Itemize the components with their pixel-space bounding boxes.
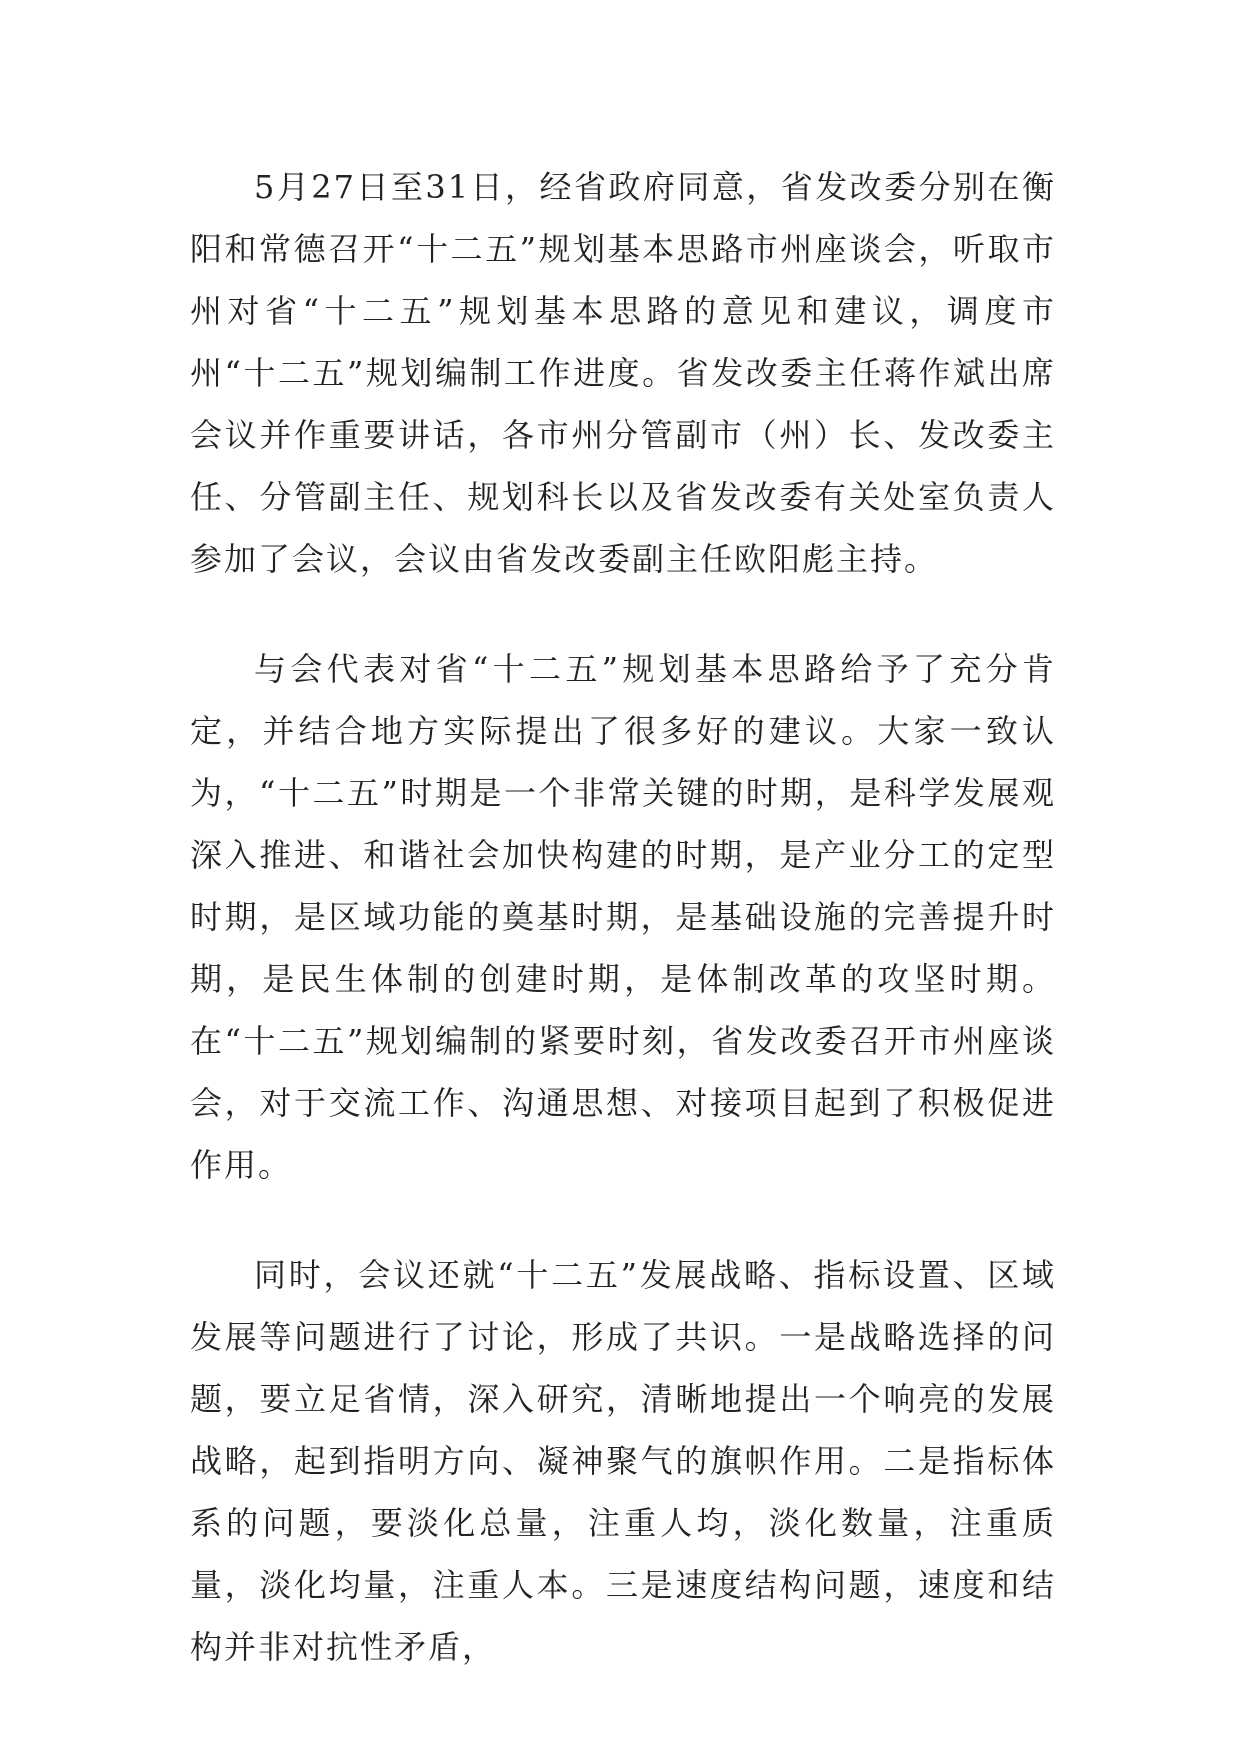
paragraph-3: 同时，会议还就“十二五”发展战略、指标设置、区域发展等问题进行了讨论，形成了共识。一是战略选择的问题，要立足省情，深入研究，清晰地提出一个响亮的发展战略，起到指明方向、凝神聚气的旗帜作用。二是指标体系的问题，要淡化总量，注重人均，淡化数量，注重质量，淡化均量，注重人本。三是速度结构问题，速度和结构并非对抗性矛盾，: [190, 1256, 1056, 1666]
document-body: [190, 156, 1056, 1678]
paragraph-2: 与会代表对省“十二五”规划基本思路给予了充分肯定，并结合地方实际提出了很多好的建议。大家一致认为，“十二五”时期是一个非常关键的时期，是科学发展观深入推进、和谐社会加快构建的时期，是产业分工的定型时期，是区域功能的奠基时期，是基础设施的完善提升时期，是民生体制的创建时期，是体制改革的攻坚时期。在“十二五”规划编制的紧要时刻，省发改委召开市州座谈会，对于交流工作、沟通思想、对接项目起到了积极促进作用。: [190, 650, 1056, 1184]
paragraph-1: 5月27日至31日，经省政府同意，省发改委分别在衡阳和常德召开“十二五”规划基本思路市州座谈会，听取市州对省“十二五”规划基本思路的意见和建议，调度市州“十二五”规划编制工作进度。省发改委主任蒋作斌出席会议并作重要讲话，各市州分管副市（州）长、发改委主任、分管副主任、规划科长以及省发改委有关处室负责人参加了会议，会议由省发改委副主任欧阳彪主持。: [190, 168, 1056, 578]
